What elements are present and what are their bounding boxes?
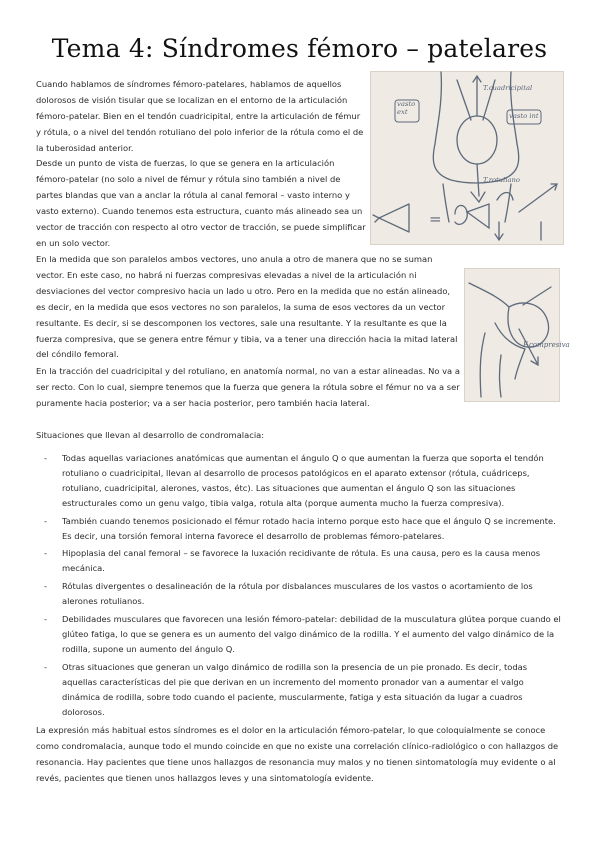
equals-sign: = xyxy=(429,210,442,228)
intro-paragraph: Cuando hablamos de síndromes fémoro-patelares, hablamos de aquellos dolorosos de visión tisular que se localizan en el entorno de la articulación fémoro-patelar. Bien en el tendón cuadricipital, entre la articulación de fémur y rótula, o a nivel del tendón rotuliano del polo inferior de la rótula como el de la tuberosidad anterior. xyxy=(36,79,364,153)
patella-compression-drawing xyxy=(465,269,559,401)
tendon-cuadricipital-label: T.cuadricipital xyxy=(483,84,533,92)
list-item: - Rótulas divergentes o desalineación de la rótula por disbalances musculares de los vastos o acortamiento de los alerones rotulianos. xyxy=(44,581,533,607)
list-item: - También cuando tenemos posicionado el fémur rotado hacia interno porque esto hace que el ángulo Q se incremente. Es decir, una torsión femoral interna favorece el desarrollo de problemas fémoro-patelares. xyxy=(44,515,556,541)
knee-vectors-drawing xyxy=(371,72,563,244)
closing-paragraph: La expresión más habitual estos síndromes es el dolor en la articulación fémoro-patelar, lo que coloquialmente se conoce como condromalacia, aunque todo el mundo coincide en que no existe una correlación clínico-radiológico o con hallazgos de resonancia. Hay pacientes que tiene unos hallazgos de resonancia muy malos y no tienen sintomatología muy evidente o al revés, pacientes que tienen unos hallazgos leves y una sintomatología evidente. xyxy=(36,725,559,783)
condromalacia-heading: Situaciones que llevan al desarrollo de condromalacia: xyxy=(36,430,265,440)
list-item: - Otras situaciones que generan un valgo dinámico de rodilla son la presencia de un pie pronado. Es decir, todas aquellas características del pie que derivan en un incremento del momento pronador van a aumentar el valgo dinámica de rodilla, sobre todo cuando el paciente, muscularmente, fatiga y esta situación da lugar a cuadros dolorosos. xyxy=(44,661,528,717)
forces-paragraph: Desde un punto de vista de fuerzas, lo que se genera en la articulación fémoro-patelar (no solo a nivel de fémur y rótula sino también a nivel de partes blandas que van a anclar la rótula al canal femoral – vasto interno y vasto externo). Cuando tenemos esta estructura, cuanto más alineado sea un vector de tracción con respecto al otro vector de tracción, se puede simplificar en un solo vector. xyxy=(36,158,366,248)
vasto-ext-label: vasto ext xyxy=(397,100,416,116)
list-item: - Todas aquellas variaciones anatómicas que aumentan el ángulo Q o que aumentan la fuerza que soporta el tendón rotuliano o cuadricipital, llevan al desarrollo de procesos patológicos en el aparato extensor (rótula, cuádriceps, rotuliano, cuadricipital, alerones, vastos, étc). Las situaciones que aumentan el ángulo Q son las situaciones estructurales como un genu valgo, tibia valga, rotula alta (porque aumenta mucho la fuerza compresiva). xyxy=(44,453,544,508)
list-item: - Debilidades musculares que favorecen una lesión fémoro-patelar: debilidad de la musculatura glútea porque cuando el glúteo fatiga, lo que se genera es un aumento del valgo dinámico de la rodilla. Y el aumento del valgo dinámico de la rodilla, supone un aumento del ángulo Q. xyxy=(44,614,561,654)
list-item: - Hipoplasia del canal femoral – se favorece la luxación recidivante de rótula. Es una causa, pero es la causa menos mecánica. xyxy=(44,548,541,574)
tendon-rotuliano-label: T.rotuliano xyxy=(483,176,521,184)
vectors-paragraph: En la medida que son paralelos ambos vectores, uno anula a otro de manera que no se suman vector. En este caso, no habrá ni fuerzas compresivas elevadas a nivel de la articulación ni desviaciones del vector compresivo hacia un lado u otro. Pero en la medida que no están alineado, es decir, en la medida que esos vectores no son paralelos, la suma de esos vectores da un vector resultante. Es decir, si se descomponen los vectores, sale una resultante. Y la resultante es que la fuerza compresiva, que se genera entre fémur y tibia, va a tener una dirección hacia la mitad lateral del cóndilo femoral. xyxy=(36,254,458,360)
compression-force-label: F.compresiva xyxy=(523,341,570,349)
page-title: Tema 4: Síndromes fémoro – patelares xyxy=(51,34,548,63)
condromalacia-list xyxy=(36,451,563,722)
knee-vectors-sketch xyxy=(370,71,564,245)
vasto-int-label: vasto int xyxy=(509,112,539,120)
traction-paragraph: En la tracción del cuadricipital y del rotuliano, en anatomía normal, no van a estar alineadas. No va a ser recto. Con lo cual, siempre tenemos que la fuerza que genera la rótula sobre el fémur no va a ser puramente hacia posterior; va a ser hacia posterior, pero también hacia lateral. xyxy=(36,366,460,408)
patella-compression-sketch xyxy=(464,268,570,402)
